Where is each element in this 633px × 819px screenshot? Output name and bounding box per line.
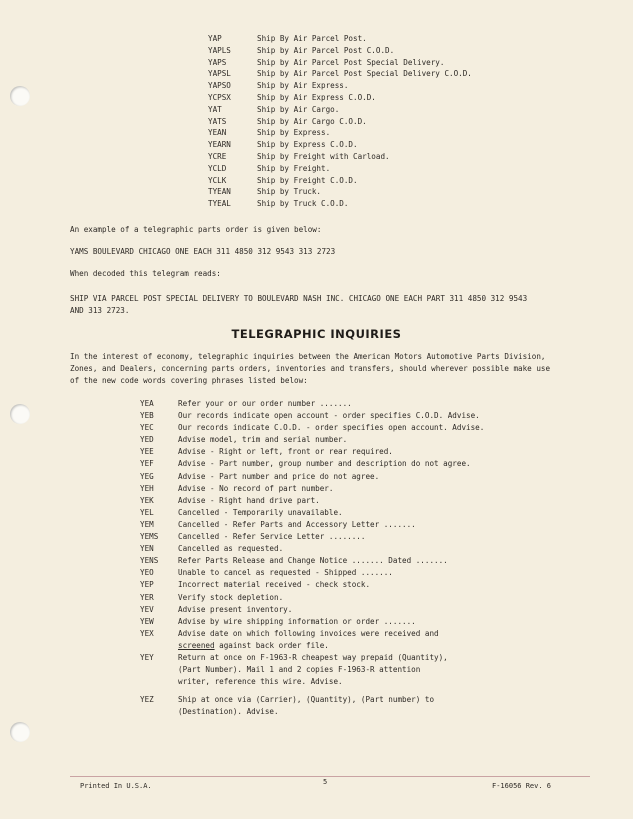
inquiry-row xyxy=(140,519,484,531)
code: YCLD xyxy=(208,163,227,173)
decoded-line-1: SHIP VIA PARCEL POST SPECIAL DELIVERY TO BOULEVARD NASH INC. CHICAGO ONE EACH PART 311 4850 312 9543 xyxy=(70,294,528,303)
code-row xyxy=(208,139,472,151)
decoded-line-2: AND 313 2723. xyxy=(70,306,130,315)
code-row xyxy=(208,104,472,116)
inquiry-row xyxy=(140,543,484,555)
code-meaning: Advise model, trim and serial number. xyxy=(178,435,348,445)
code: TYEAL xyxy=(208,199,231,209)
code: YEL xyxy=(140,507,154,517)
inquiry-row xyxy=(140,495,484,507)
code-meaning: Ship by Air Express. xyxy=(257,81,349,91)
code-meaning: Ship by Express. xyxy=(257,128,331,138)
code: YER xyxy=(140,592,154,602)
code: YEK xyxy=(140,495,154,505)
code-meaning: Advise - Part number and price do not agree. xyxy=(178,471,380,481)
code-meaning: Cancelled - Refer Service Letter ........ xyxy=(178,532,366,542)
code-row xyxy=(208,92,472,104)
code-meaning: Advise - No record of part number. xyxy=(178,483,334,493)
footer-printed: Printed In U.S.A. xyxy=(80,782,152,790)
code-meaning: Ship by Truck. xyxy=(257,187,322,197)
inquiry-row xyxy=(140,567,484,579)
inquiries-intro xyxy=(70,351,550,387)
code: YCPSX xyxy=(208,92,231,102)
code-meaning: Ship by Air Express C.O.D. xyxy=(257,92,376,102)
code: YEH xyxy=(140,483,154,493)
code-meaning: Advise by wire shipping information or order ....... xyxy=(178,616,416,626)
inquiry-row xyxy=(140,628,484,652)
code-row xyxy=(208,186,472,198)
code: YEM xyxy=(140,519,154,529)
inquiry-row xyxy=(140,483,484,495)
code-row xyxy=(208,116,472,128)
yex-line-2-rest: against back order file. xyxy=(214,640,329,650)
code: YATS xyxy=(208,116,227,126)
code-meaning: Advise - Right hand drive part. xyxy=(178,495,320,505)
code-meaning: Ship by Air Cargo. xyxy=(257,104,340,114)
code: YAT xyxy=(208,104,222,114)
code: YEB xyxy=(140,411,154,421)
code-row xyxy=(208,68,472,80)
code: YEF xyxy=(140,459,154,469)
code-row xyxy=(208,127,472,139)
inquiry-row xyxy=(140,434,484,446)
code: YEE xyxy=(140,447,154,457)
inquiry-row xyxy=(140,579,484,591)
code: YAPSO xyxy=(208,81,231,91)
inquiry-row xyxy=(140,592,484,604)
code: YEG xyxy=(140,471,154,481)
code: YEO xyxy=(140,568,154,578)
shipping-code-list xyxy=(208,33,472,210)
code: YEY xyxy=(140,652,154,662)
code-meaning: Ship by Air Cargo C.O.D. xyxy=(257,116,367,126)
code-meaning: Unable to cancel as requested - Shipped ....... xyxy=(178,568,393,578)
code-meaning: Our records indicate open account - order specifies C.O.D. Advise. xyxy=(178,411,480,421)
inquiry-row xyxy=(140,398,484,410)
inquiry-row xyxy=(140,652,484,688)
inquiry-row xyxy=(140,422,484,434)
code: YEMS xyxy=(140,532,159,542)
code: YEN xyxy=(140,544,154,554)
intro-line: In the interest of economy, telegraphic inquiries between the American Motors Automotive Parts Division, xyxy=(70,352,546,361)
code-meaning: Ship by Freight C.O.D. xyxy=(257,175,358,185)
code-row xyxy=(208,57,472,69)
code: YAPS xyxy=(208,57,227,67)
code: TYEAN xyxy=(208,187,231,197)
footer-rule xyxy=(70,776,590,777)
inquiry-row xyxy=(140,458,484,470)
code-meaning: Advise - Right or left, front or rear required. xyxy=(178,447,393,457)
code-meaning: Cancelled - Refer Parts and Accessory Letter ....... xyxy=(178,519,416,529)
inquiry-row xyxy=(140,616,484,628)
code-meaning: Ship by Express C.O.D. xyxy=(257,140,358,150)
binder-hole xyxy=(10,404,30,424)
code-meaning: Return at once on F-1963-R cheapest way prepaid (Quantity), (Part Number). Mail 1 and 2 copies F-1963-R attention writer, reference this wire. Advise. xyxy=(178,652,448,687)
code-row xyxy=(208,163,472,175)
code: YEW xyxy=(140,616,154,626)
code: YEARN xyxy=(208,140,231,150)
inquiry-row xyxy=(140,507,484,519)
yex-line-1: Advise date on which following invoices were received and xyxy=(178,628,439,638)
code-row xyxy=(208,45,472,57)
code-meaning: Refer your or our order number ....... xyxy=(178,399,352,408)
code: YCRE xyxy=(208,151,227,161)
yex-underlined-word: screened xyxy=(178,640,215,650)
inquiry-row xyxy=(140,604,484,616)
code-meaning: Advise present inventory. xyxy=(178,604,293,614)
intro-line: of the new code words covering phrases listed below: xyxy=(70,376,308,385)
code-meaning: Ship by Air Parcel Post Special Delivery C.O.D. xyxy=(257,69,472,79)
code: YAPLS xyxy=(208,45,231,55)
code: YCLK xyxy=(208,175,227,185)
inquiry-row xyxy=(140,446,484,458)
code-meaning: Incorrect material received - check stock. xyxy=(178,580,371,590)
code-meaning: Ship By Air Parcel Post. xyxy=(257,34,367,43)
form-number: F-16056 Rev. 6 xyxy=(492,782,552,790)
code-row xyxy=(208,175,472,187)
code-row xyxy=(208,151,472,163)
code-meaning: Cancelled - Temporarily unavailable. xyxy=(178,507,343,517)
code: YED xyxy=(140,435,154,445)
code-row xyxy=(208,198,472,210)
inquiry-row xyxy=(140,410,484,422)
code-meaning: Cancelled as requested. xyxy=(178,544,284,554)
section-heading: TELEGRAPHIC INQUIRIES xyxy=(231,327,402,341)
inquiry-row xyxy=(140,471,484,483)
binder-hole xyxy=(10,86,30,106)
code-meaning: Ship by Freight. xyxy=(257,163,331,173)
code-meaning: Ship by Air Parcel Post C.O.D. xyxy=(257,45,395,55)
code: YEAN xyxy=(208,128,227,138)
example-intro: An example of a telegraphic parts order is given below: xyxy=(70,225,322,234)
code: YAP xyxy=(208,34,222,43)
code-meaning: Our records indicate C.O.D. - order specifies open account. Advise. xyxy=(178,423,485,433)
code: YEZ xyxy=(140,695,154,705)
inquiry-row xyxy=(140,555,484,567)
example-telegram: YAMS BOULEVARD CHICAGO ONE EACH 311 4850 312 9543 313 2723 xyxy=(70,247,336,256)
code: YEX xyxy=(140,628,154,638)
inquiry-code-list xyxy=(140,398,484,718)
code-row xyxy=(208,33,472,45)
code: YEV xyxy=(140,604,154,614)
code: YEC xyxy=(140,423,154,433)
code-meaning: Ship by Air Parcel Post Special Delivery. xyxy=(257,57,445,67)
code-meaning: Refer Parts Release and Change Notice ....... Dated ....... xyxy=(178,556,448,566)
code: YEA xyxy=(140,399,154,408)
code: YAPSL xyxy=(208,69,231,79)
decoded-intro: When decoded this telegram reads: xyxy=(70,269,221,278)
page-number: 5 xyxy=(323,778,328,786)
code-meaning: Advise - Part number, group number and description do not agree. xyxy=(178,459,471,469)
code-meaning: Ship by Truck C.O.D. xyxy=(257,199,349,209)
intro-line: Zones, and Dealers, concerning parts orders, inventories and transfers, should wherever possible make use xyxy=(70,364,551,373)
code: YENS xyxy=(140,556,159,566)
binder-hole xyxy=(10,722,30,742)
code-meaning: Ship by Freight with Carload. xyxy=(257,151,390,161)
inquiry-row xyxy=(140,694,484,718)
inquiry-row xyxy=(140,531,484,543)
code: YEP xyxy=(140,580,154,590)
code-row xyxy=(208,80,472,92)
code-meaning: Verify stock depletion. xyxy=(178,592,284,602)
code-meaning: Ship at once via (Carrier), (Quantity), (Part number) to (Destination). Advise. xyxy=(178,695,435,717)
code-meaning xyxy=(178,628,439,652)
